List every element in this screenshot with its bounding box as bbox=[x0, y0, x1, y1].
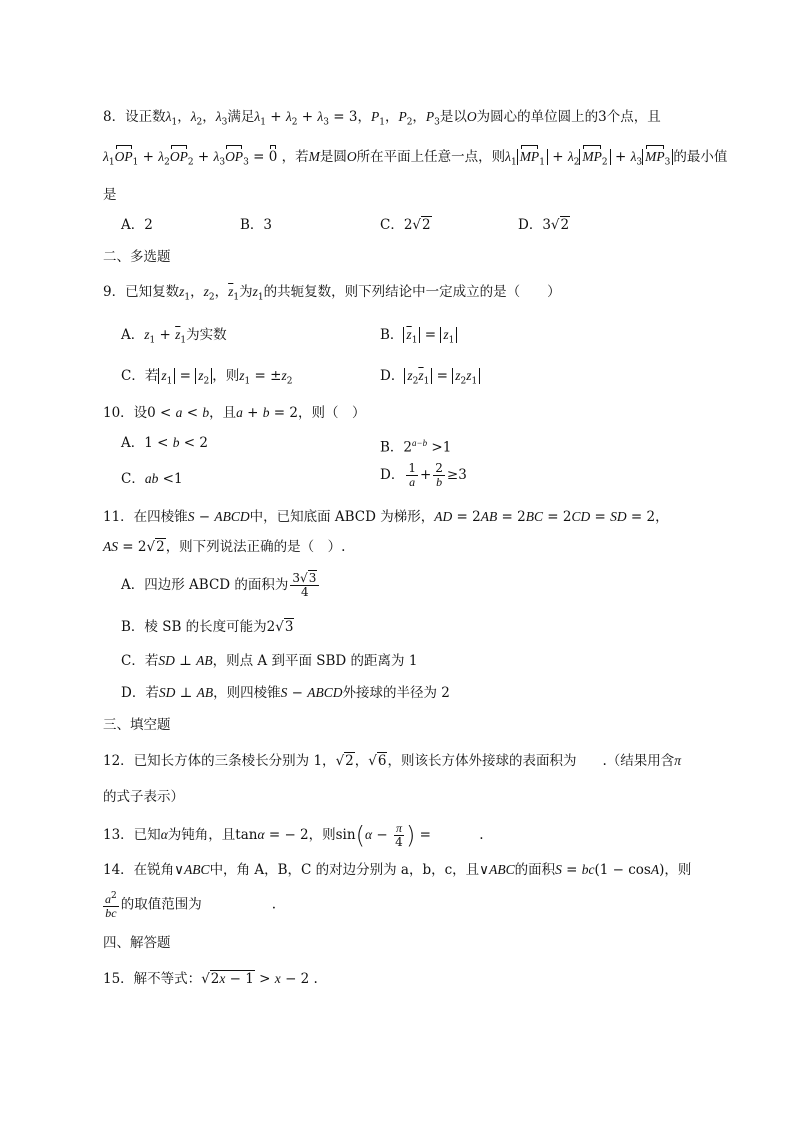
q10-option-d: D． $\frac{1}{a}$ + $\frac{2}{b}$ ≥3 bbox=[380, 461, 467, 489]
section-fill-blank: 三、填空题 bbox=[103, 717, 171, 733]
q8-line1: 8．设正数$\lambda_1$，$\lambda_2$，$\lambda_3$满足$\lambda_1 + \lambda_2 + \lambda_3 = 3$，$P_1$，$P_2$，$P_3$是以O为圆心的单位圆上的3个点，且 bbox=[103, 109, 661, 128]
q11-option-b: B．棱 SB 的长度可能为2√3 bbox=[121, 619, 294, 635]
section-multi-choice: 二、多选题 bbox=[103, 249, 171, 265]
q12-line2: 的式子表示） bbox=[103, 789, 184, 805]
q9-option-c: C．若 $z_1 = z_2$ ，则$z_1 = \pm z_2$ bbox=[121, 368, 293, 387]
q8-line2: $\lambda_1OP_1 + \lambda_2OP_2 + \lambda_3OP_3 = 0$ ，若M是圆O所在平面上任意一点，则$\lambda_1$ $MP_1 + \lambda_2$ $MP_2 + \lambda_3$ $MP_3$ 的最小值 bbox=[103, 149, 728, 168]
q10-option-a: A．1 < b < 2 bbox=[121, 435, 208, 451]
q12-line1: 12．已知长方体的三条棱长分别为 1，√2，√6，则该长方体外接球的表面积为 .（结果用含π bbox=[103, 753, 682, 769]
q11-line1: 11．在四棱锥S − ABCD中，已知底面 ABCD 为梯形，AD = 2AB = 2BC = 2CD = SD = 2， bbox=[103, 509, 669, 525]
q8-option-b: B．3 bbox=[240, 217, 273, 233]
section-answer: 四、解答题 bbox=[103, 935, 171, 951]
q13: 13．已知α为钝角，且tanα = − 2，则sin(α − $\frac{\pi}{4}$ ) = . bbox=[103, 821, 484, 850]
q9-option-d: D． $z_2\overline{z}_1 = z_2z_1$ bbox=[380, 367, 480, 391]
q15: 15．解不等式：√2x − 1 > x − 2 . bbox=[103, 971, 318, 987]
q9-option-b: B． $\overline{z}_1 = z_1$ bbox=[380, 326, 457, 350]
q8-option-a: A．2 bbox=[121, 217, 153, 233]
q9-stem: 9．已知复数$z_1$，$z_2$，$\overline{z}_1$为$z_1$的共轭复数，则下列结论中一定成立的是（ ） bbox=[103, 284, 561, 303]
q10-stem: 10．设0 < a < b，且a + b = 2，则（ ） bbox=[103, 405, 366, 421]
q11-option-d: D．若SD ⊥ AB，则四棱锥S − ABCD外接球的半径为 2 bbox=[121, 685, 450, 701]
q11-option-a: A．四边形 ABCD 的面积为 $\frac{3√3}{4}$ bbox=[121, 572, 321, 599]
q10-option-c: C．ab <1 bbox=[121, 471, 183, 487]
q14-line1: 14．在锐角∨ABC中，角 A，B，C 的对边分别为 a，b，c，且∨ABC的面积S = bc(1 − cosA)，则 bbox=[103, 862, 692, 878]
q8-option-c: C．2√2 bbox=[380, 217, 431, 233]
q9-option-a: A．$z_1 + \overline{z}_1$为实数 bbox=[121, 327, 227, 346]
q8-option-d: D．3√2 bbox=[518, 217, 570, 233]
q11-option-c: C．若SD ⊥ AB，则点 A 到平面 SBD 的距离为 1 bbox=[121, 653, 418, 669]
q10-option-b: B．$2^{a-b} >1$ bbox=[380, 438, 452, 456]
q8-line3: 是 bbox=[103, 187, 117, 203]
q11-line2: AS = 2√2，则下列说法正确的是（ ）. bbox=[103, 539, 346, 555]
q14-line2: $\frac{a^2}{bc}$ 的取值范围为 . bbox=[105, 891, 277, 920]
